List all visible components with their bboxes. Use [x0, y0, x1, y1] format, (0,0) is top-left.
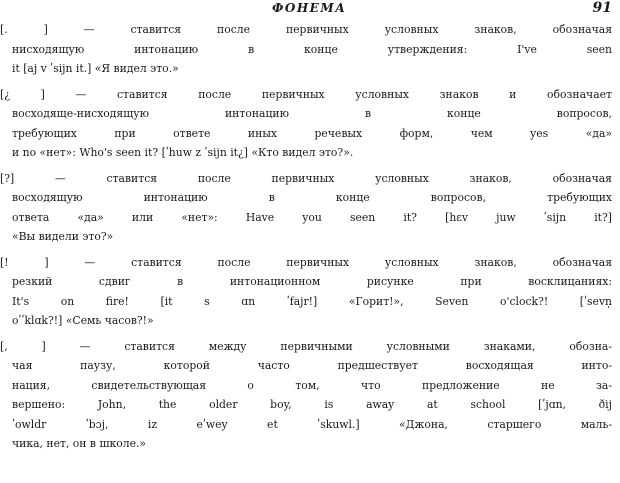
entry-period-symbol: [0, 20, 618, 79]
text-line: [, ] — ставится между первичными условными знаками, обозна-: [0, 339, 612, 353]
text-line: It's on fire! [it s ɑn ʹfajr!] «Горит!», Seven o'clock?! [ʹsevn̩: [12, 294, 612, 308]
text-line: [¿ ] — ставится после первичных условных знаков и обозначает: [0, 87, 612, 101]
text-line: ответа «да» или «нет»: Have you seen it? [hɛv juw ʹsijn it?]: [12, 210, 612, 224]
text-line: резкий сдвиг в интонационном рисунке при восклицаниях:: [12, 275, 612, 288]
text-line: нация, свидетельствующая о том, что предложение не за-: [12, 378, 612, 392]
text-line: «Вы видели это?»: [12, 230, 114, 243]
text-line: чая паузу, которой часто предшествует восходящая инто-: [12, 359, 612, 372]
text-line: ʹowldr ʹbɔj, iz eʹwey et ʹskuwl.] «Джона, старшего маль-: [12, 417, 612, 431]
text-line: восходящую интонацию в конце вопросов, требующих: [12, 191, 612, 204]
text-line: it [aj v ʹsijn it.] «Я видел это.»: [12, 62, 179, 75]
running-head: [0, 1, 620, 19]
text-line: требующих при ответе иных речевых форм, чем yes «да»: [12, 126, 612, 140]
text-line: [. ] — ставится после первичных условных знаков, обозначая: [0, 23, 612, 36]
text-line: [! ] — ставится после первичных условных знаков, обозначая: [0, 255, 612, 269]
entry-question-symbol: [0, 169, 618, 247]
entry-exclamation-symbol: [0, 253, 618, 331]
text-line: чика, нет, он в школе.»: [12, 437, 147, 450]
intonation-symbol-list: [0, 20, 618, 460]
text-line: нисходящую интонацию в конце утверждения: I've seen: [12, 42, 612, 56]
entry-comma-symbol: [0, 337, 618, 454]
text-line: [?] — ставится после первичных условных знаков, обозначая: [0, 171, 612, 185]
text-line: восходяще-нисходящую интонацию в конце вопросов,: [12, 107, 612, 120]
running-head-title: ФОНЕМА: [272, 1, 347, 15]
entry-inverted-question-symbol: [0, 85, 618, 163]
text-line: вершено: John, the older boy, is away at school [ʹjɑn, ðij: [12, 398, 612, 411]
text-line: oʹʹklɑk?!] «Семь часов?!»: [12, 314, 154, 327]
text-line: и no «нет»: Who's seen it? [ʹhuw z ʹsijn it¿] «Кто видел это?».: [12, 146, 354, 159]
page-number: 91: [592, 0, 612, 16]
